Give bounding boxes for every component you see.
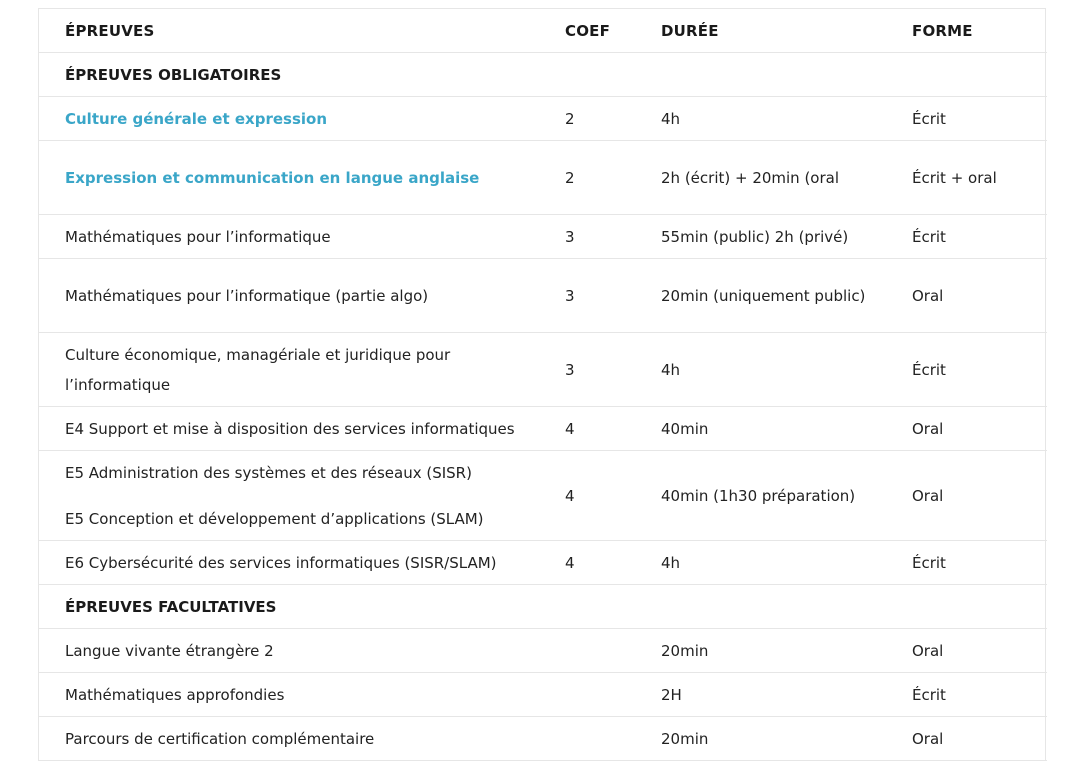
forme-cell: Oral — [912, 259, 1047, 333]
table-row — [39, 673, 1047, 717]
duree-cell: 4h — [661, 541, 912, 585]
section-row-facultatives — [39, 585, 1047, 629]
forme-cell: Écrit + oral — [912, 141, 1047, 215]
coef-cell: 4 — [565, 541, 661, 585]
epreuve-link-culture-generale[interactable]: Culture générale et expression — [65, 109, 327, 128]
section-row-obligatoires — [39, 53, 1047, 97]
duree-cell: 2h (écrit) + 20min (oral — [661, 141, 912, 215]
duree-cell: 55min (public) 2h (privé) — [661, 215, 912, 259]
header-duree: DURÉE — [661, 9, 912, 53]
table-row — [39, 407, 1047, 451]
coef-cell: 2 — [565, 141, 661, 215]
table-row — [39, 141, 1047, 215]
table-header-row — [39, 9, 1047, 53]
epreuve-cell: E6 Cybersécurité des services informatiques (SISR/SLAM) — [39, 541, 565, 585]
coef-cell: 2 — [565, 97, 661, 141]
epreuve-cell: E4 Support et mise à disposition des services informatiques — [39, 407, 565, 451]
duree-cell: 2H — [661, 673, 912, 717]
epreuve-cell: Mathématiques pour l’informatique — [39, 215, 565, 259]
table-row — [39, 333, 1047, 407]
forme-cell: Écrit — [912, 333, 1047, 407]
duree-cell: 4h — [661, 333, 912, 407]
header-forme: FORME — [912, 9, 1047, 53]
table-row — [39, 541, 1047, 585]
duree-cell: 20min — [661, 717, 912, 761]
duree-cell: 40min (1h30 préparation) — [661, 451, 912, 541]
coef-cell: 3 — [565, 259, 661, 333]
duree-cell: 40min — [661, 407, 912, 451]
forme-cell: Oral — [912, 451, 1047, 541]
duree-cell: 20min (uniquement public) — [661, 259, 912, 333]
forme-cell: Écrit — [912, 673, 1047, 717]
epreuve-cell: Langue vivante étrangère 2 — [39, 629, 565, 673]
forme-cell: Écrit — [912, 541, 1047, 585]
table-row — [39, 259, 1047, 333]
epreuve-cell — [39, 141, 565, 215]
forme-cell: Oral — [912, 717, 1047, 761]
exams-table — [39, 9, 1047, 761]
header-coef: COEF — [565, 9, 661, 53]
table-row — [39, 451, 1047, 541]
epreuve-link-anglais[interactable]: Expression et communication en langue anglaise — [65, 168, 480, 187]
section-title-facultatives: ÉPREUVES FACULTATIVES — [39, 585, 1047, 629]
coef-cell: 4 — [565, 407, 661, 451]
table-row — [39, 717, 1047, 761]
epreuve-cell: Mathématiques pour l’informatique (partie algo) — [39, 259, 565, 333]
epreuve-cell: Parcours de certification complémentaire — [39, 717, 565, 761]
epreuve-cell: Mathématiques approfondies — [39, 673, 565, 717]
duree-cell: 20min — [661, 629, 912, 673]
table-row — [39, 215, 1047, 259]
exams-table-container — [38, 8, 1046, 761]
coef-cell: 3 — [565, 215, 661, 259]
epreuve-cell — [39, 451, 565, 541]
header-epreuves: ÉPREUVES — [39, 9, 565, 53]
epreuve-slam: E5 Conception et développement d’applications (SLAM) — [65, 509, 484, 528]
coef-cell — [565, 717, 661, 761]
coef-cell — [565, 629, 661, 673]
forme-cell: Écrit — [912, 215, 1047, 259]
forme-cell: Oral — [912, 629, 1047, 673]
forme-cell: Écrit — [912, 97, 1047, 141]
coef-cell — [565, 673, 661, 717]
coef-cell: 4 — [565, 451, 661, 541]
epreuve-cell — [39, 97, 565, 141]
epreuve-sisr: E5 Administration des systèmes et des réseaux (SISR) — [65, 463, 472, 482]
table-row — [39, 97, 1047, 141]
forme-cell: Oral — [912, 407, 1047, 451]
duree-cell: 4h — [661, 97, 912, 141]
table-row — [39, 629, 1047, 673]
epreuve-cell: Culture économique, managériale et juridique pour l’informatique — [39, 333, 565, 407]
coef-cell: 3 — [565, 333, 661, 407]
section-title-obligatoires: ÉPREUVES OBLIGATOIRES — [39, 53, 1047, 97]
